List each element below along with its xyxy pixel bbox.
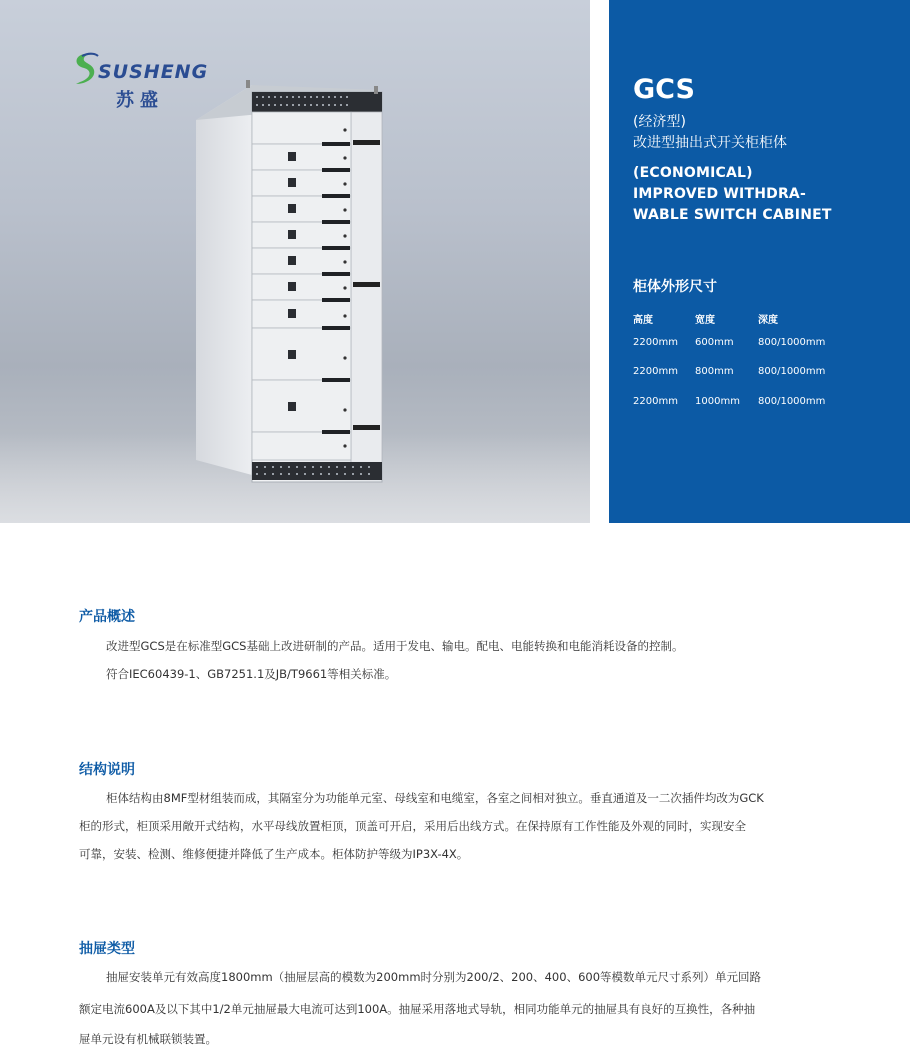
subtitle-cn-type: (经济型) [633, 114, 686, 130]
logo-wordmark-text: SUSHENG [98, 61, 209, 83]
dimensions-cell: 600mm [695, 337, 734, 348]
dimensions-cell: 800/1000mm [758, 396, 826, 407]
subtitle-en-type: (ECONOMICAL) [633, 165, 753, 181]
drawer-line: 额定电流600A及以下其中1/2单元抽屉最大电流可达到100A。抽屉采用落地式导轨，相同功能单元的抽屉具有良好的互换性，各种抽 [79, 1002, 756, 1016]
dimensions-header-depth: 深度 [758, 315, 778, 326]
drawer-line: 抽屉安装单元有效高度1800mm（抽屉层高的模数为200mm时分别为200/2、200、400、600等模数单元尺寸系列）单元回路 [106, 970, 762, 984]
product-photo [0, 0, 590, 523]
dimensions-title: 柜体外形尺寸 [633, 279, 717, 295]
dimensions-cell: 2200mm [633, 337, 678, 348]
dimensions-header-height: 高度 [633, 315, 653, 326]
structure-line: 可靠，安装、检测、维修便捷并降低了生产成本。柜体防护等级为IP3X-4X。 [79, 847, 469, 861]
dimensions-cell: 800/1000mm [758, 366, 826, 377]
structure-line: 柜的形式，柜顶采用敞开式结构，水平母线放置柜顶，顶盖可开启，采用后出线方式。在保持原有工作性能及外观的同时，实现安全 [79, 819, 746, 833]
dimensions-cell: 2200mm [633, 366, 678, 377]
overview-line: 改进型GCS是在标准型GCS基础上改进研制的产品。适用于发电、输电。配电、电能转换和电能消耗设备的控制。 [106, 639, 684, 653]
logo-wordmark [72, 48, 212, 88]
switch-cabinet-illustration [196, 80, 396, 485]
dimensions-header-width: 宽度 [695, 315, 715, 326]
dimensions-cell: 2200mm [633, 396, 678, 407]
section-title-structure: 结构说明 [79, 762, 135, 778]
section-title-drawer: 抽屉类型 [79, 941, 135, 957]
subtitle-en-line-1: IMPROVED WITHDRA- [633, 186, 806, 202]
drawer-line: 屉单元设有机械联锁装置。 [79, 1032, 217, 1046]
susheng-logo [72, 48, 212, 111]
overview-line: 符合IEC60439-1、GB7251.1及JB/T9661等相关标准。 [106, 667, 397, 681]
subtitle-cn-name: 改进型抽出式开关柜柜体 [633, 135, 787, 151]
logo-cn-name: 苏盛 [116, 90, 164, 111]
structure-line: 柜体结构由8MF型材组装而成，其隔室分为功能单元室、母线室和电缆室，各室之间相对独立。垂直通道及一二次插件均改为GCK [106, 791, 764, 805]
spec-panel [609, 0, 910, 523]
dimensions-cell: 800/1000mm [758, 337, 826, 348]
section-title-overview: 产品概述 [79, 609, 135, 625]
dimensions-cell: 1000mm [695, 396, 740, 407]
model-title: GCS [633, 74, 695, 105]
dimensions-cell: 800mm [695, 366, 734, 377]
subtitle-en-line-2: WABLE SWITCH CABINET [633, 207, 832, 223]
